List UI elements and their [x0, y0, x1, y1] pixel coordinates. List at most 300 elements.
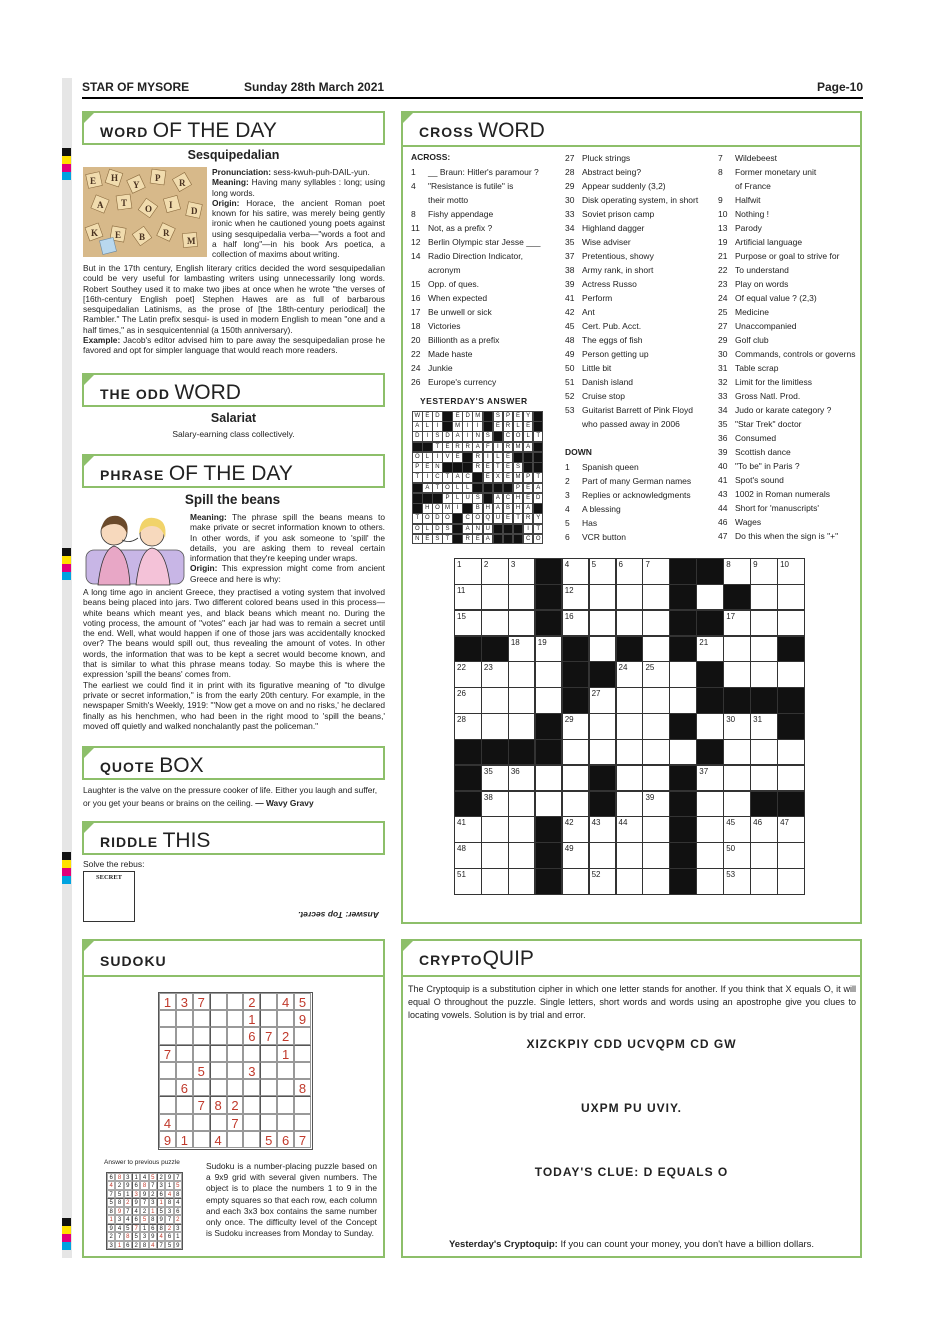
- crossword-cell[interactable]: [481, 868, 509, 895]
- sudoku-cell[interactable]: [193, 1131, 210, 1148]
- crossword-cell[interactable]: [777, 610, 805, 637]
- crossword-cell[interactable]: 43: [589, 816, 617, 843]
- sudoku-cell[interactable]: [176, 1010, 193, 1027]
- clue-item: 19 Artificial language: [718, 237, 803, 247]
- crossword-cell[interactable]: [535, 791, 563, 818]
- crossword-cell[interactable]: 7: [642, 558, 670, 585]
- clue-item: 29 Appear suddenly (3,2): [565, 181, 666, 191]
- answer-cell: E: [483, 462, 494, 473]
- odd-word: Salariat: [210, 411, 257, 425]
- crossword-cell[interactable]: [481, 816, 509, 843]
- crossword-cell[interactable]: [481, 687, 509, 714]
- previous-sudoku-cell: 9: [174, 1241, 182, 1249]
- yesterday-answer-grid: [412, 411, 543, 544]
- sudoku-cell[interactable]: [227, 1010, 244, 1027]
- crossword-cell[interactable]: [508, 584, 536, 611]
- crossword-cell[interactable]: 2: [481, 558, 509, 585]
- clue-item: 13 Parody: [718, 223, 762, 233]
- clue-item: 34 Judo or karate category ?: [718, 405, 832, 415]
- wotd-word: Sesquipedalian: [187, 148, 280, 162]
- answer-cell: I: [483, 452, 494, 463]
- answer-cell: P: [442, 493, 453, 504]
- crossword-cell[interactable]: [508, 610, 536, 637]
- crossword-cell[interactable]: [589, 584, 617, 611]
- answer-cell: I: [472, 421, 483, 432]
- clue-item: 3 Replies or acknowledgments: [565, 490, 691, 500]
- sudoku-cell[interactable]: [260, 1114, 277, 1131]
- sudoku-cell: 8: [210, 1096, 227, 1113]
- crossword-cell[interactable]: [616, 765, 644, 792]
- answer-cell: D: [412, 431, 423, 442]
- crossword-cell[interactable]: [481, 584, 509, 611]
- answer-cell: P: [523, 472, 534, 483]
- answer-block: [493, 534, 504, 545]
- odd-word-definition: Salary-earning class collectively.: [172, 429, 295, 439]
- crossword-cell[interactable]: [696, 713, 724, 740]
- previous-sudoku-cell: 5: [157, 1207, 165, 1215]
- answer-cell: S: [472, 493, 483, 504]
- crossword-cell[interactable]: [508, 661, 536, 688]
- crossword-cell[interactable]: [777, 584, 805, 611]
- answer-cell: A: [422, 483, 433, 494]
- crossword-cell[interactable]: 12: [562, 584, 590, 611]
- sudoku-cell[interactable]: [227, 1027, 244, 1044]
- crossword-cell[interactable]: [616, 791, 644, 818]
- crossword-cell[interactable]: [642, 842, 670, 869]
- crossword-block: [696, 558, 724, 585]
- previous-sudoku-cell: 1: [157, 1198, 165, 1206]
- sudoku-cell[interactable]: [210, 1114, 227, 1131]
- crossword-cell[interactable]: [562, 791, 590, 818]
- crossword-cell[interactable]: 3: [508, 558, 536, 585]
- crossword-cell[interactable]: [508, 842, 536, 869]
- sudoku-cell[interactable]: [227, 1045, 244, 1062]
- crossword-cell[interactable]: [642, 610, 670, 637]
- clue-item: 25 Medicine: [718, 307, 770, 317]
- cryptoquip-intro: The Cryptoquip is a substitution cipher in which one letter stands for another. If you think that X equals O, it will equal O throughout the puzzle. Single letters, short words and words using an apostrophe give you clues to locating vowels. Solution is by trial and error.: [408, 984, 856, 1020]
- crossword-block: [535, 713, 563, 740]
- crossword-cell[interactable]: [642, 868, 670, 895]
- crossword-cell[interactable]: [562, 739, 590, 766]
- crossword-cell[interactable]: [723, 661, 751, 688]
- previous-sudoku-cell: 3: [157, 1181, 165, 1189]
- crossword-cell[interactable]: 1: [454, 558, 482, 585]
- crossword-cell[interactable]: [642, 713, 670, 740]
- sudoku-cell[interactable]: [227, 1131, 244, 1148]
- crossword-cell[interactable]: [535, 687, 563, 714]
- sudoku-cell: 7: [159, 1045, 176, 1062]
- crossword-cell[interactable]: [696, 816, 724, 843]
- answer-block: [483, 421, 494, 432]
- answer-cell: R: [503, 442, 514, 453]
- answer-cell: P: [412, 462, 423, 473]
- answer-cell: W: [412, 411, 423, 422]
- crossword-cell[interactable]: 11: [454, 584, 482, 611]
- answer-cell: O: [412, 524, 423, 535]
- crossword-cell[interactable]: [616, 739, 644, 766]
- clue-item: 30 Disk operating system, in short: [565, 195, 699, 205]
- sudoku-cell[interactable]: [210, 1010, 227, 1027]
- sudoku-cell[interactable]: [260, 1045, 277, 1062]
- crossword-cell[interactable]: [750, 584, 778, 611]
- crossword-cell[interactable]: [481, 610, 509, 637]
- crossword-cell[interactable]: 29: [562, 713, 590, 740]
- crossword-cell[interactable]: [696, 791, 724, 818]
- crossword-cell[interactable]: [750, 739, 778, 766]
- previous-sudoku-cell: 8: [107, 1207, 115, 1215]
- crossword-cell[interactable]: [777, 868, 805, 895]
- crossword-cell[interactable]: [750, 765, 778, 792]
- previous-sudoku-cell: 1: [140, 1224, 148, 1232]
- previous-sudoku-cell: 3: [165, 1207, 173, 1215]
- crossword-cell[interactable]: [723, 765, 751, 792]
- clue-item: 48 The eggs of fish: [565, 335, 643, 345]
- crossword-cell[interactable]: 5: [589, 558, 617, 585]
- crossword-cell[interactable]: [750, 661, 778, 688]
- previous-sudoku-cell: 5: [149, 1173, 157, 1181]
- scrabble-tiles-image: [83, 167, 207, 257]
- crossword-cell[interactable]: 18: [508, 636, 536, 663]
- sudoku-cell[interactable]: [210, 1027, 227, 1044]
- crossword-cell[interactable]: [616, 842, 644, 869]
- crossword-cell[interactable]: 8: [723, 558, 751, 585]
- issue-date: Sunday 28th March 2021: [244, 80, 385, 94]
- previous-sudoku-cell: 1: [149, 1207, 157, 1215]
- answer-cell: E: [442, 442, 453, 453]
- crossword-cell[interactable]: [642, 816, 670, 843]
- crossword-cell[interactable]: 41: [454, 816, 482, 843]
- sudoku-cell[interactable]: [210, 1079, 227, 1096]
- crossword-cell[interactable]: [508, 713, 536, 740]
- crossword-cell[interactable]: 28: [454, 713, 482, 740]
- crossword-block: [669, 765, 697, 792]
- crossword-cell[interactable]: [616, 584, 644, 611]
- crossword-cell[interactable]: 26: [454, 687, 482, 714]
- crossword-cell[interactable]: [535, 765, 563, 792]
- crossword-cell[interactable]: [696, 868, 724, 895]
- crossword-block: [669, 816, 697, 843]
- sudoku-cell[interactable]: [277, 1079, 294, 1096]
- sudoku-cell[interactable]: [277, 1114, 294, 1131]
- answer-cell: S: [513, 462, 524, 473]
- page-number: Page-10: [816, 80, 863, 94]
- clue-item: 51 Danish island: [565, 377, 634, 387]
- sudoku-cell[interactable]: [176, 1114, 193, 1131]
- crossword-cell[interactable]: 42: [562, 816, 590, 843]
- crossword-block: [750, 687, 778, 714]
- yesterday-cryptoquip: Yesterday's Cryptoquip: If you can count your money, you don't have a billion dollars.: [448, 1239, 815, 1250]
- clue-item: 14 Radio Direction Indicator,: [411, 251, 523, 261]
- answer-block: [523, 462, 534, 473]
- clue-item: 10 Nothing !: [718, 209, 770, 219]
- sudoku-cell[interactable]: [193, 1079, 210, 1096]
- previous-sudoku-cell: 8: [165, 1198, 173, 1206]
- crossword-cell[interactable]: 46: [750, 816, 778, 843]
- previous-sudoku-cell: 8: [149, 1215, 157, 1223]
- crossword-cell[interactable]: 52: [589, 868, 617, 895]
- sudoku-cell[interactable]: [277, 1062, 294, 1079]
- previous-sudoku-cell: 2: [165, 1224, 173, 1232]
- previous-sudoku-cell: 9: [115, 1207, 123, 1215]
- sudoku-cell[interactable]: [243, 1079, 260, 1096]
- previous-sudoku-cell: 7: [124, 1207, 132, 1215]
- sudoku-cell[interactable]: [193, 1010, 210, 1027]
- clue-item: 4 A blessing: [565, 504, 621, 514]
- crossword-cell[interactable]: 4: [562, 558, 590, 585]
- answer-cell: C: [462, 513, 473, 524]
- previous-sudoku-cell: 9: [165, 1173, 173, 1181]
- sudoku-cell[interactable]: [193, 1045, 210, 1062]
- sudoku-cell[interactable]: [260, 1062, 277, 1079]
- svg-text:R: R: [179, 178, 186, 188]
- crossword-cell[interactable]: [723, 636, 751, 663]
- crossword-cell[interactable]: 38: [481, 791, 509, 818]
- sudoku-cell[interactable]: [294, 1045, 311, 1062]
- sudoku-cell[interactable]: [294, 1096, 311, 1113]
- sudoku-cell[interactable]: [210, 1062, 227, 1079]
- crossword-cell[interactable]: [589, 636, 617, 663]
- crossword-cell[interactable]: 25: [642, 661, 670, 688]
- crossword-block: [616, 636, 644, 663]
- previous-sudoku-cell: 7: [157, 1241, 165, 1249]
- crossword-cell[interactable]: 44: [616, 816, 644, 843]
- sudoku-cell[interactable]: [176, 1096, 193, 1113]
- answer-cell: C: [503, 493, 514, 504]
- phrase-title: Spill the beans: [184, 492, 281, 507]
- crossword-cell[interactable]: 31: [750, 713, 778, 740]
- clue-item: 35 Wise adviser: [565, 237, 631, 247]
- down-title: DOWN: [565, 447, 592, 457]
- crossword-cell[interactable]: [669, 687, 697, 714]
- answer-cell: H: [513, 503, 524, 514]
- crossword-cell[interactable]: 19: [535, 636, 563, 663]
- sudoku-cell[interactable]: [260, 1079, 277, 1096]
- crossword-block: [454, 765, 482, 792]
- sudoku-cell: 5: [193, 1062, 210, 1079]
- previous-sudoku-cell: 1: [132, 1173, 140, 1181]
- sudoku-cell[interactable]: [227, 993, 244, 1010]
- crossword-cell[interactable]: 9: [750, 558, 778, 585]
- crossword-cell[interactable]: [777, 765, 805, 792]
- sudoku-cell[interactable]: [210, 993, 227, 1010]
- crossword-cell[interactable]: [589, 713, 617, 740]
- answer-cell: A: [472, 442, 483, 453]
- sudoku-cell[interactable]: [159, 1027, 176, 1044]
- sudoku-cell[interactable]: [243, 1045, 260, 1062]
- svg-text:O: O: [145, 204, 153, 214]
- clue-item: 16 When expected: [411, 293, 488, 303]
- sudoku-cell[interactable]: [294, 1027, 311, 1044]
- answer-cell: I: [462, 431, 473, 442]
- sudoku-cell[interactable]: [243, 1114, 260, 1131]
- crossword-cell[interactable]: [696, 584, 724, 611]
- sudoku-cell[interactable]: [159, 1096, 176, 1113]
- crossword-cell[interactable]: [723, 739, 751, 766]
- crossword-cell[interactable]: 16: [562, 610, 590, 637]
- crossword-cell[interactable]: 10: [777, 558, 805, 585]
- previous-sudoku-cell: 4: [157, 1232, 165, 1240]
- previous-answer-label: Answer to previous puzzle: [104, 1159, 180, 1166]
- sudoku-cell[interactable]: [193, 1114, 210, 1131]
- previous-sudoku-cell: 9: [157, 1215, 165, 1223]
- crossword-cell[interactable]: [750, 636, 778, 663]
- crossword-cell[interactable]: [589, 610, 617, 637]
- answer-cell: S: [493, 411, 504, 422]
- sudoku-cell: 5: [294, 993, 311, 1010]
- svg-text:A: A: [97, 200, 104, 210]
- answer-cell: M: [452, 421, 463, 432]
- crossword-cell[interactable]: 48: [454, 842, 482, 869]
- crossword-block: [723, 584, 751, 611]
- previous-sudoku-cell: 4: [174, 1198, 182, 1206]
- answer-cell: E: [422, 534, 433, 545]
- quote-heading: QUOTE BOX: [82, 746, 385, 780]
- crossword-cell[interactable]: [696, 842, 724, 869]
- previous-sudoku-cell: 6: [165, 1232, 173, 1240]
- crossword-block: [669, 636, 697, 663]
- crossword-cell[interactable]: 22: [454, 661, 482, 688]
- svg-text:I: I: [169, 200, 173, 210]
- previous-sudoku-cell: 9: [107, 1224, 115, 1232]
- crossword-block: [777, 687, 805, 714]
- sudoku-cell[interactable]: [294, 1114, 311, 1131]
- answer-block: [412, 493, 423, 504]
- previous-sudoku-cell: 3: [115, 1215, 123, 1223]
- crossword-cell[interactable]: [642, 687, 670, 714]
- crossword-cell[interactable]: [508, 868, 536, 895]
- sudoku-cell[interactable]: [210, 1045, 227, 1062]
- crossword-cell[interactable]: [616, 687, 644, 714]
- sudoku-cell[interactable]: [193, 1027, 210, 1044]
- crossword-cell[interactable]: [508, 687, 536, 714]
- sudoku-cell[interactable]: [159, 1079, 176, 1096]
- crossword-cell[interactable]: [616, 713, 644, 740]
- crossword-block: [723, 687, 751, 714]
- sudoku-cell[interactable]: [277, 1010, 294, 1027]
- sudoku-cell[interactable]: [294, 1062, 311, 1079]
- crossword-cell[interactable]: [642, 765, 670, 792]
- clue-item: 26 Europe's currency: [411, 377, 497, 387]
- answer-cell: R: [452, 442, 463, 453]
- crossword-cell[interactable]: 45: [723, 816, 751, 843]
- sudoku-cell[interactable]: [243, 1096, 260, 1113]
- crossword-cell[interactable]: 37: [696, 765, 724, 792]
- sudoku-cell[interactable]: [176, 1027, 193, 1044]
- crossword-cell[interactable]: [535, 661, 563, 688]
- answer-cell: D: [462, 411, 473, 422]
- crossword-cell[interactable]: 24: [616, 661, 644, 688]
- crossword-cell[interactable]: [777, 842, 805, 869]
- sudoku-cell[interactable]: [260, 993, 277, 1010]
- crossword-cell[interactable]: [723, 791, 751, 818]
- clue-item: 8 Fishy appendage: [411, 209, 494, 219]
- answer-cell: O: [533, 534, 544, 545]
- previous-sudoku-cell: 9: [132, 1198, 140, 1206]
- crossword-cell[interactable]: 6: [616, 558, 644, 585]
- answer-cell: E: [483, 472, 494, 483]
- answer-cell: T: [533, 431, 544, 442]
- answer-cell: L: [422, 452, 433, 463]
- crossword-cell[interactable]: 23: [481, 661, 509, 688]
- crossword-cell[interactable]: 27: [589, 687, 617, 714]
- cryptoquip-line2: UXPM PU UVIY.: [580, 1101, 683, 1115]
- crossword-cell[interactable]: [589, 739, 617, 766]
- answer-cell: E: [503, 513, 514, 524]
- crossword-cell[interactable]: [777, 661, 805, 688]
- crossword-cell[interactable]: [750, 842, 778, 869]
- previous-sudoku-cell: 1: [124, 1190, 132, 1198]
- crossword-cell[interactable]: [562, 868, 590, 895]
- answer-cell: O: [442, 483, 453, 494]
- crossword-cell[interactable]: [750, 868, 778, 895]
- crossword-cell[interactable]: [669, 661, 697, 688]
- crossword-cell[interactable]: 51: [454, 868, 482, 895]
- sudoku-cell[interactable]: [243, 1131, 260, 1148]
- sudoku-cell[interactable]: [159, 1062, 176, 1079]
- crossword-cell[interactable]: 50: [723, 842, 751, 869]
- clue-item: 41 Perform: [565, 293, 613, 303]
- answer-cell: C: [503, 431, 514, 442]
- sudoku-cell[interactable]: [159, 1010, 176, 1027]
- sudoku-cell[interactable]: [260, 1096, 277, 1113]
- crossword-cell[interactable]: 47: [777, 816, 805, 843]
- answer-cell: D: [533, 493, 544, 504]
- crossword-cell[interactable]: [616, 610, 644, 637]
- sudoku-cell: 4: [277, 993, 294, 1010]
- answer-cell: E: [523, 483, 534, 494]
- sudoku-cell[interactable]: [176, 1062, 193, 1079]
- crossword-cell[interactable]: [642, 739, 670, 766]
- sudoku-cell[interactable]: [176, 1045, 193, 1062]
- crossword-cell[interactable]: 15: [454, 610, 482, 637]
- crossword-cell[interactable]: [481, 713, 509, 740]
- crossword-cell[interactable]: 35: [481, 765, 509, 792]
- crossword-cell[interactable]: [642, 584, 670, 611]
- answer-cell: D: [432, 411, 443, 422]
- answer-block: [442, 411, 453, 422]
- crossword-cell[interactable]: 39: [642, 791, 670, 818]
- crossword-cell[interactable]: [669, 739, 697, 766]
- clue-item: 8 Former monetary unit: [718, 167, 817, 177]
- sudoku-cell[interactable]: [277, 1096, 294, 1113]
- crossword-cell[interactable]: 21: [696, 636, 724, 663]
- crossword-cell[interactable]: 36: [508, 765, 536, 792]
- crossword-block: [669, 610, 697, 637]
- clue-item: 29 Golf club: [718, 335, 769, 345]
- sudoku-cell[interactable]: [260, 1010, 277, 1027]
- crossword-cell[interactable]: [642, 636, 670, 663]
- crossword-cell[interactable]: [508, 816, 536, 843]
- answer-block: [503, 534, 514, 545]
- answer-cell: E: [503, 452, 514, 463]
- crossword-cell[interactable]: [589, 842, 617, 869]
- crossword-cell[interactable]: 30: [723, 713, 751, 740]
- answer-cell: A: [462, 524, 473, 535]
- crossword-cell[interactable]: [481, 842, 509, 869]
- crossword-cell[interactable]: 49: [562, 842, 590, 869]
- crossword-cell[interactable]: 53: [723, 868, 751, 895]
- crossword-cell[interactable]: [616, 868, 644, 895]
- answer-cell: U: [493, 513, 504, 524]
- crossword-cell[interactable]: 17: [723, 610, 751, 637]
- crossword-cell[interactable]: [508, 791, 536, 818]
- crossword-cell[interactable]: [562, 765, 590, 792]
- sudoku-cell[interactable]: [227, 1062, 244, 1079]
- crossword-cell[interactable]: [777, 739, 805, 766]
- sudoku-cell[interactable]: [227, 1079, 244, 1096]
- crossword-cell[interactable]: [750, 610, 778, 637]
- answer-cell: A: [533, 483, 544, 494]
